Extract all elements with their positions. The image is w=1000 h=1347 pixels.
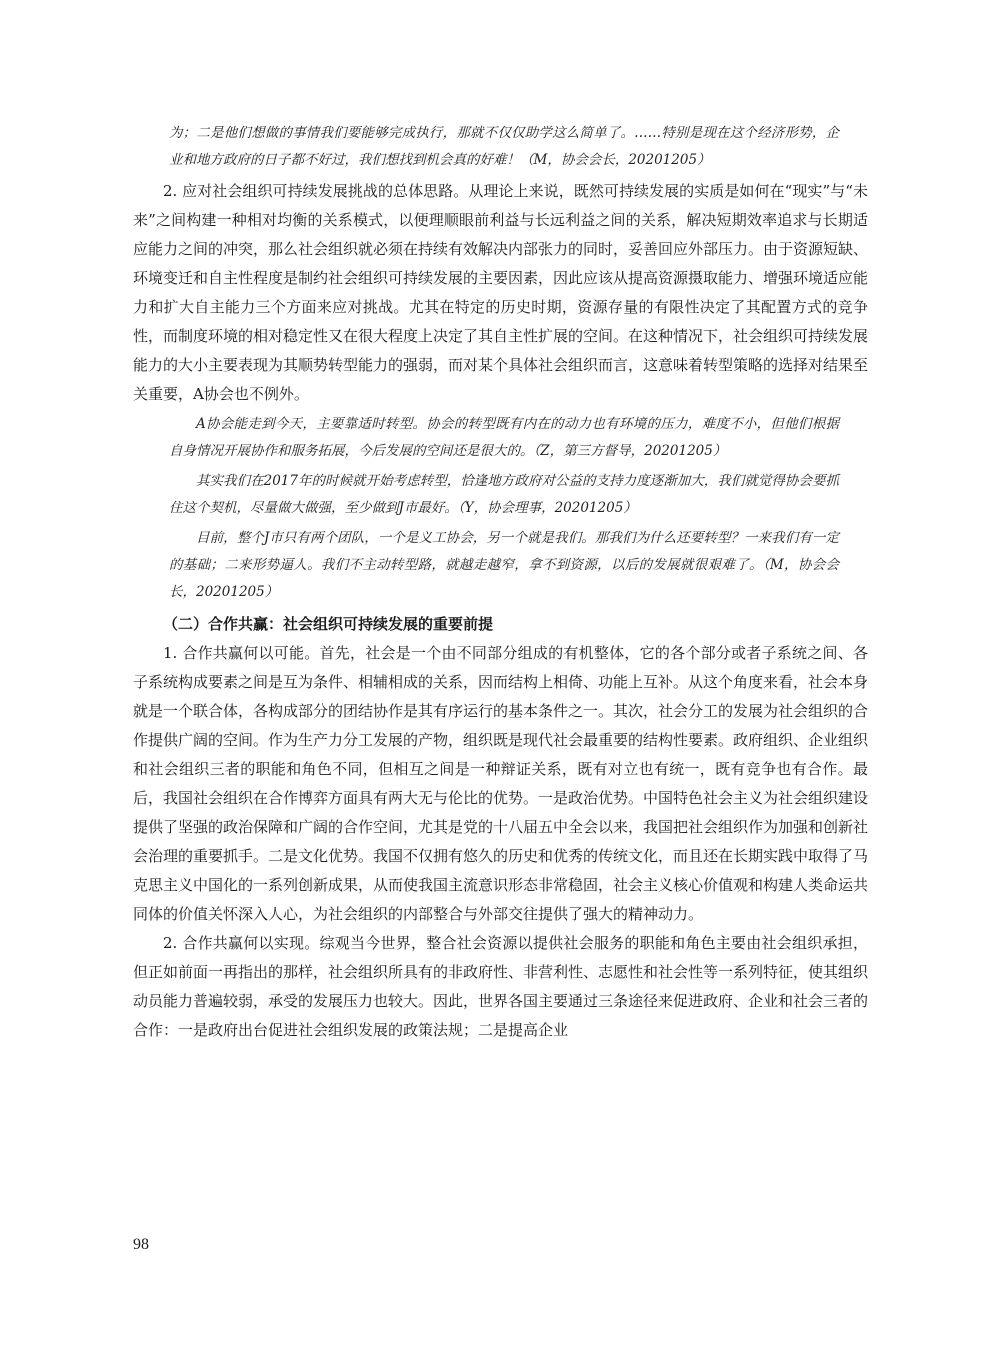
interview-quote-z: A协会能走到今天，主要靠适时转型。协会的转型既有内在的动力也有环境的压力，难度不小，但他们根据自身情况开展协作和服务拓展，今后发展的空间还是很大的。（Z，第三方督导，20201205） [169, 416, 839, 459]
interview-quote-m: 目前，整个J市只有两个团队，一个是义工协会，另一个就是我们。那我们为什么还要转型？一来我们有一定的基础；二来形势逼人。我们不主动转型路，就越走越窄，拿不到资源，以后的发展就很艰难了。（M，协会会长，20201205） [169, 530, 839, 600]
paragraph-cooperation-possible: 1. 合作共赢何以可能。首先，社会是一个由不同部分组成的有机整体，它的各个部分或者子系统之间、各子系统构成要素之间是互为条件、相辅相成的关系，因而结构上相倚、功能上互补。从这个角度来看，社会本身就是一个联合体，各构成部分的团结协作是其有序运行的基本条件之一。其次，社会分工的发展为社会组织的合作提供广阔的空间。作为生产力分工发展的产物，组织既是现代社会最重要的结构性要素。政府组织、企业组织和社会组织三者的职能和角色不同，但相互之间是一种辩证关系，既有对立也有统一，既有竞争也有合作。最后，我国社会组织在合作博弈方面具有两大无与伦比的优势。一是政治优势。中国特色社会主义为社会组织建设提供了坚强的政治保障和广阔的合作空间，尤其是党的十八届五中全会以来，我国把社会组织作为加强和创新社会治理的重要抓手。二是文化优势。我国不仅拥有悠久的历史和优秀的传统文化，而且还在长期实践中取得了马克思主义中国化的一系列创新成果，从而使我国主流意识形态非常稳固，社会主义核心价值观和构建人类命运共同体的价值关怀深入人心，为社会组织的内部整合与外部交往提供了强大的精神动力。 [133, 644, 869, 923]
page-number: 98 [133, 1236, 149, 1253]
interview-quote-continued: 为；二是他们想做的事情我们要能够完成执行，那就不仅仅助学这么简单了。……特别是现在这个经济形势，企业和地方政府的日子都不好过，我们想找到机会真的好难！（M，协会会长，20201205） [169, 125, 839, 168]
article-body [133, 118, 868, 1045]
paragraph-cooperation-realized: 2. 合作共赢何以实现。综观当今世界，整合社会资源以提供社会服务的职能和角色主要由社会组织承担，但正如前面一再指出的那样，社会组织所具有的非政府性、非营利性、志愿性和社会性等一系列特征，使其组织动员能力普遍较弱，承受的发展压力也较大。因此，世界各国主要通过三条途径来促进政府、企业和社会三者的合作：一是政府出台促进社会组织发展的政策法规；二是提高企业 [133, 934, 869, 1039]
interview-quote-y: 其实我们在2017年的时候就开始考虑转型，恰逢地方政府对公益的支持力度逐渐加大，我们就觉得协会要抓住这个契机，尽量做大做强，至少做到J市最好。（Y，协会理事，20201205） [169, 473, 839, 516]
paragraph-overall-approach: 2. 应对社会组织可持续发展挑战的总体思路。从理论上来说，既然可持续发展的实质是如何在“现实”与“未来”之间构建一种相对均衡的关系模式，以便理顺眼前利益与长远利益之间的关系，解决短期效率追求与长期适应能力之间的冲突，那么社会组织就必须在持续有效解决内部张力的同时，妥善回应外部压力。由于资源短缺、环境变迁和自主性程度是制约社会组织可持续发展的主要因素，因此应该从提高资源摄取能力、增强环境适应能力和扩大自主能力三个方面来应对挑战。尤其在特定的历史时期，资源存量的有限性决定了其配置方式的竞争性，而制度环境的相对稳定性又在很大程度上决定了其自主性扩展的空间。在这种情况下，社会组织可持续发展能力的大小主要表现为其顺势转型能力的强弱，而对某个具体社会组织而言，这意味着转型策略的选择对结果至关重要，A协会也不例外。 [133, 182, 869, 403]
section-heading: （二）合作共赢：社会组织可持续发展的重要前提 [163, 615, 494, 633]
